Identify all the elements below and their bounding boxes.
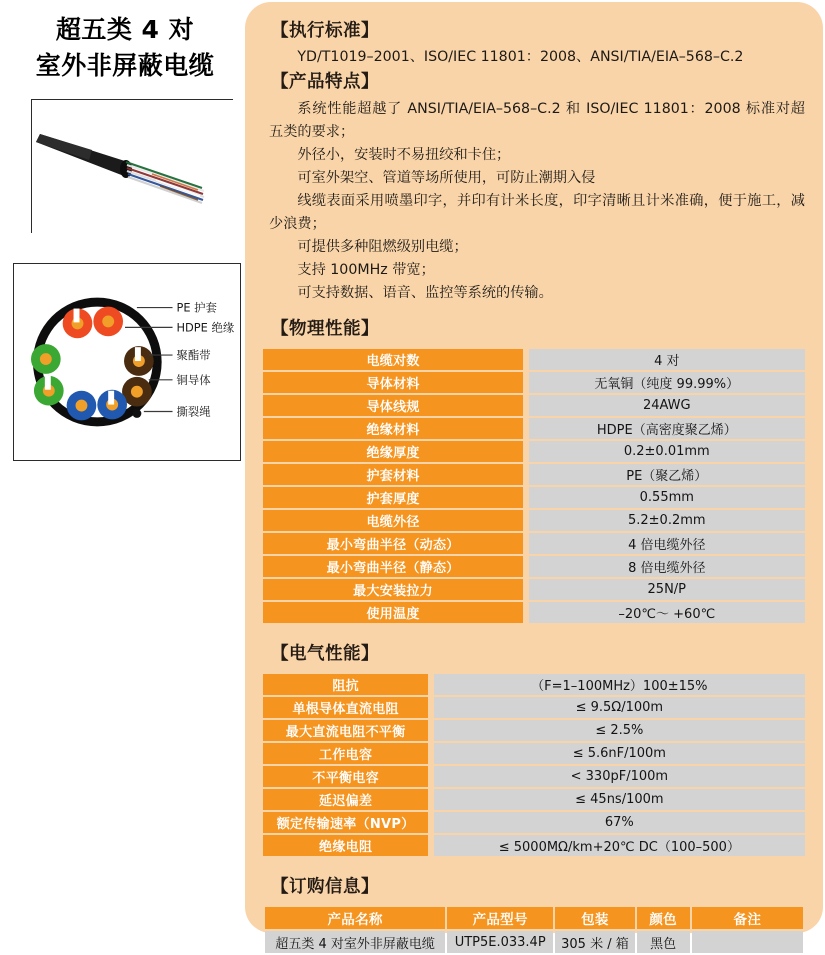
feature-item: 外径小，安装时不易扭绞和卡住； (297, 146, 511, 163)
row-value: 8 倍电缆外径 (529, 556, 805, 577)
row-label: 导体线规 (263, 395, 523, 416)
feature-item: 可提供多种阻燃级别电缆； (297, 238, 468, 255)
table-row (263, 441, 805, 462)
row-value: 25N/P (529, 579, 805, 600)
row-label: 护套厚度 (263, 487, 523, 508)
feature-item: 系统性能超越了 ANSI/TIA/EIA–568–C.2 和 ISO/IEC 11801：2008 标准对超五类的要求； (269, 100, 805, 140)
row-value: HDPE（高密度聚乙烯） (529, 418, 805, 439)
row-label: 使用温度 (263, 602, 523, 623)
row-label: 单根导体直流电阻 (263, 697, 428, 718)
column-header-product-name: 产品名称 (265, 907, 445, 929)
row-label: 最大直流电阻不平衡 (263, 720, 428, 741)
row-value: 0.2±0.01mm (529, 441, 805, 462)
table-row (263, 812, 805, 833)
row-value: –20℃～ +60℃ (529, 602, 805, 623)
row-label: 最小弯曲半径（静态） (263, 556, 523, 577)
feature-item: 线缆表面采用喷墨印字，并印有计米长度，印字清晰且计米准确，便于施工，减少浪费； (269, 192, 805, 232)
standards-value: YD/T1019–2001、ISO/IEC 11801：2008、ANSI/TIA/EIA–568–C.2 (297, 49, 744, 66)
table-header-row (265, 907, 803, 929)
page-title (0, 12, 250, 85)
row-label: 绝缘材料 (263, 418, 523, 439)
row-value: ≤ 5.6nF/100m (434, 743, 805, 764)
table-row (263, 464, 805, 485)
diagram-label-hdpe-insulation: HDPE 绝缘 (176, 320, 235, 335)
product-photo-frame (31, 99, 233, 233)
row-value: 无氧铜（纯度 99.99%） (529, 372, 805, 393)
section-heading-ordering: 【订购信息】 (271, 877, 379, 897)
table-row (263, 674, 805, 695)
table-row (263, 395, 805, 416)
row-label: 绝缘厚度 (263, 441, 523, 462)
row-label: 不平衡电容 (263, 766, 428, 787)
row-label: 工作电容 (263, 743, 428, 764)
table-row (263, 697, 805, 718)
row-value: 0.55mm (529, 487, 805, 508)
row-value: ≤ 45ns/100m (434, 789, 805, 810)
diagram-label-ripcord: 撕裂绳 (176, 404, 211, 419)
table-row (265, 931, 803, 953)
electrical-properties-table (263, 672, 805, 858)
column-header-color: 颜色 (637, 907, 690, 929)
cell-remarks (692, 931, 803, 953)
table-row (263, 835, 805, 856)
section-heading-standards: 【执行标准】 (271, 21, 379, 41)
cell-model: UTP5E.033.4P (447, 931, 553, 953)
section-heading-features: 【产品特点】 (271, 72, 379, 93)
row-label: 阻抗 (263, 674, 428, 695)
cross-section-frame (13, 263, 241, 461)
column-header-model: 产品型号 (447, 907, 553, 929)
row-label: 最小弯曲半径（动态） (263, 533, 523, 554)
table-row (263, 789, 805, 810)
table-row (263, 556, 805, 577)
table-row (263, 487, 805, 508)
row-value: ≤ 2.5% (434, 720, 805, 741)
table-row (263, 510, 805, 531)
row-value: 67% (434, 812, 805, 833)
row-value: PE（聚乙烯） (529, 464, 805, 485)
row-label: 额定传输速率（NVP） (263, 812, 428, 833)
row-value: 4 对 (529, 349, 805, 370)
feature-item: 支持 100MHz 带宽； (297, 261, 435, 278)
table-row (263, 602, 805, 623)
feature-item: 可支持数据、语音、监控等系统的传输。 (297, 284, 553, 301)
table-row (263, 372, 805, 393)
page-title-line1: 超五类 4 对 (55, 15, 195, 44)
column-header-remarks: 备注 (692, 907, 803, 929)
diagram-label-copper-conductor: 铜导体 (176, 372, 211, 387)
table-row (263, 743, 805, 764)
row-label: 护套材料 (263, 464, 523, 485)
row-value: （F=1–100MHz）100±15% (434, 674, 805, 695)
row-label: 电缆外径 (263, 510, 523, 531)
row-value: 4 倍电缆外径 (529, 533, 805, 554)
row-value: 24AWG (529, 395, 805, 416)
physical-properties-table (263, 347, 805, 625)
cell-product-name: 超五类 4 对室外非屏蔽电缆 (265, 931, 445, 953)
feature-item: 可室外架空、管道等场所使用，可防止潮期入侵 (297, 169, 596, 186)
page-title-line2: 室外非屏蔽电缆 (35, 51, 215, 81)
row-label: 导体材料 (263, 372, 523, 393)
table-row (263, 766, 805, 787)
cell-packaging: 305 米 / 箱 (555, 931, 635, 953)
row-label: 电缆对数 (263, 349, 523, 370)
standards-text (269, 46, 805, 69)
diagram-label-pe-jacket: PE 护套 (176, 300, 217, 315)
ordering-information-table (263, 905, 805, 955)
row-label: 最大安装拉力 (263, 579, 523, 600)
diagram-label-polyester-tape: 聚酯带 (176, 348, 211, 363)
cable-product-photo (32, 100, 234, 234)
table-row (263, 418, 805, 439)
table-row (263, 533, 805, 554)
cell-color: 黑色 (637, 931, 690, 953)
column-header-packaging: 包装 (555, 907, 635, 929)
row-label: 延迟偏差 (263, 789, 428, 810)
row-value: ≤ 9.5Ω/100m (434, 697, 805, 718)
row-value: 5.2±0.2mm (529, 510, 805, 531)
section-heading-physical: 【物理性能】 (271, 318, 379, 339)
table-row (263, 579, 805, 600)
table-row (263, 720, 805, 741)
left-column (0, 0, 252, 935)
row-value: < 330pF/100m (434, 766, 805, 787)
table-row (263, 349, 805, 370)
row-label: 绝缘电阻 (263, 835, 428, 856)
spec-panel (245, 2, 823, 952)
features-list (269, 98, 805, 305)
cable-cross-section-diagram (14, 264, 240, 460)
row-value: ≤ 5000MΩ/km+20℃ DC（100–500） (434, 835, 805, 856)
section-heading-electrical: 【电气性能】 (271, 643, 379, 664)
